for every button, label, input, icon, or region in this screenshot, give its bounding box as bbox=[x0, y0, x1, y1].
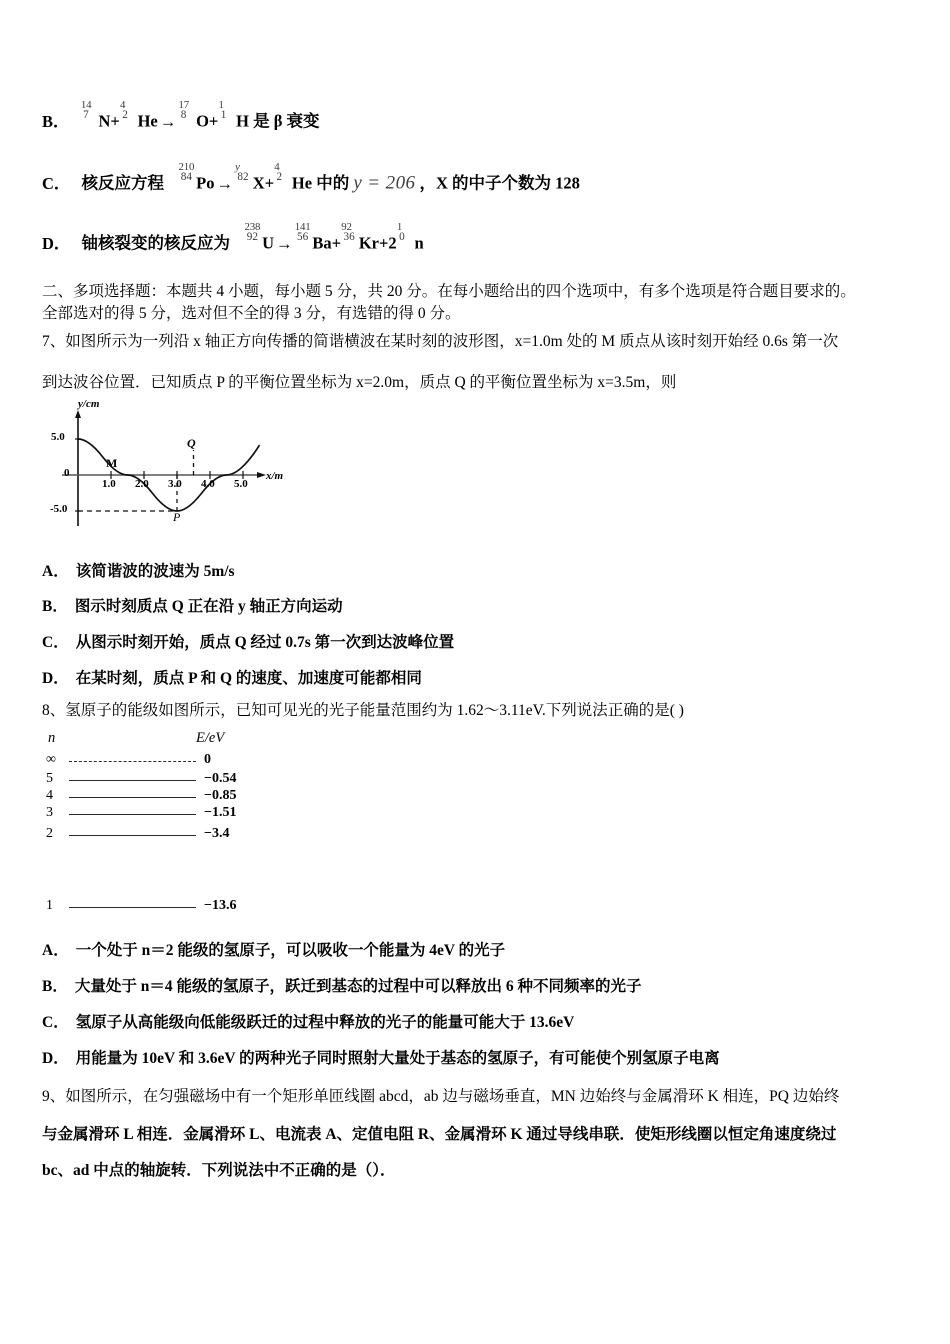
energy-level-n-2: 2 bbox=[46, 826, 53, 841]
energy-level-line-2 bbox=[69, 835, 196, 836]
question-9-stem-line2: 与金属滑环 L 相连．金属滑环 L、电流表 A、定值电阻 R、金属滑环 K 通过导线串联．使矩形线圈以恒定角速度绕过 bbox=[42, 1126, 837, 1143]
energy-level-value-5: −0.54 bbox=[204, 771, 237, 786]
question-8-ground-level bbox=[46, 898, 261, 924]
energy-level-row-3 bbox=[46, 805, 261, 823]
nuclide-ba141: 141 56 Ba bbox=[294, 220, 332, 253]
wave-point-label-m: M bbox=[106, 456, 118, 470]
energy-level-line-4 bbox=[69, 797, 196, 798]
nuclide-o17: 17 8 O bbox=[178, 98, 209, 131]
nuclide-po210: 210 84 Po bbox=[178, 160, 215, 193]
option-b-text: 图示时刻质点 Q 正在沿 y 轴正方向运动 bbox=[74, 598, 343, 615]
question-8-energy-level-figure bbox=[46, 730, 261, 840]
energy-level-n-3: 3 bbox=[46, 805, 53, 820]
energy-level-line-1 bbox=[69, 907, 196, 908]
energy-level-row-4 bbox=[46, 788, 261, 806]
nuclide-n1: 1 0 n bbox=[396, 220, 424, 253]
energy-level-n-1: 1 bbox=[46, 898, 53, 913]
nuclide-h1: 1 1 H bbox=[218, 98, 249, 131]
energy-level-value-2: −3.4 bbox=[204, 826, 230, 841]
option-c-text: 氢原子从高能级向低能级跃迁的过程中释放的光子的能量可能大于 13.6eV bbox=[75, 1014, 575, 1031]
option-a-text: 一个处于 n＝2 能级的氢原子，可以吸收一个能量为 4eV 的光子 bbox=[75, 942, 506, 959]
option-d-fission-equation: D． 铀核裂变的核反应为 238 92 U → 141 56 Ba+ 92 36 Kr+2 1 0 n bbox=[42, 220, 424, 253]
question-8-option-b bbox=[42, 974, 641, 996]
energy-level-n-infinity: ∞ bbox=[46, 752, 56, 767]
wave-y-tick-label-neg5: -5.0 bbox=[50, 503, 68, 515]
wave-x-tick-label-4: 4.0 bbox=[201, 478, 215, 490]
reaction-arrow-icon: → bbox=[276, 233, 293, 253]
energy-level-row-5 bbox=[46, 771, 261, 789]
question-7-option-c bbox=[42, 630, 454, 652]
energy-level-row-infinity bbox=[46, 752, 261, 770]
section-two-heading bbox=[42, 281, 922, 326]
question-8-option-d bbox=[42, 1046, 720, 1068]
question-7-option-d bbox=[42, 666, 422, 688]
option-b-tail: 是 β 衰变 bbox=[253, 111, 320, 131]
option-d-label: D． bbox=[42, 233, 71, 253]
option-a-text: 该简谐波的波速为 5m/s bbox=[75, 563, 235, 580]
x-axis-arrow-icon bbox=[257, 472, 266, 478]
wave-x-tick-label-3: 3.0 bbox=[168, 478, 182, 490]
option-d-lead: 铀核裂变的核反应为 bbox=[81, 233, 231, 253]
question-8-stem: 8、氢原子的能级如图所示，已知可见光的光子能量范围约为 1.62～3.11eV.下列说法正确的是( ) bbox=[42, 702, 684, 719]
nuclide-he4: 4 2 He bbox=[119, 98, 158, 131]
option-c-text: 从图示时刻开始，质点 Q 经过 0.7s 第一次到达波峰位置 bbox=[75, 634, 455, 651]
nuclide-x: y 82 X bbox=[235, 160, 265, 193]
nuclide-n14: 14 7 N bbox=[80, 98, 111, 131]
question-8-option-a bbox=[42, 938, 505, 960]
question-9-stem-line3: bc、ad 中点的轴旋转．下列说法中不正确的是（）． bbox=[42, 1162, 396, 1179]
option-b-nuclear-decay: B． 14 7 N+ 4 2 He → 17 8 O+ 1 1 H 是 β 衰变 bbox=[42, 98, 320, 131]
option-b-label: B． bbox=[42, 978, 68, 995]
reaction-arrow-icon: → bbox=[216, 173, 233, 193]
wave-x-tick-label-5: 5.0 bbox=[234, 478, 248, 490]
option-c-label: C． bbox=[42, 173, 71, 193]
option-c-lead: 核反应方程 bbox=[81, 173, 165, 193]
energy-level-row-2 bbox=[46, 826, 261, 844]
question-7-option-b bbox=[42, 594, 343, 616]
y-axis-arrow-icon bbox=[75, 410, 81, 418]
option-b-label: B． bbox=[42, 111, 70, 131]
energy-level-n-5: 5 bbox=[46, 771, 53, 786]
wave-point-label-q: Q bbox=[187, 436, 196, 450]
option-c-math-expression: y = 206 bbox=[353, 172, 416, 194]
wave-x-tick-label-1: 1.0 bbox=[102, 478, 116, 490]
question-7-waveform-figure bbox=[48, 398, 298, 536]
nuclide-he4: 4 2 He bbox=[274, 160, 313, 193]
option-a-label: A． bbox=[42, 942, 69, 959]
energy-level-value-4: −0.85 bbox=[204, 788, 237, 803]
question-7-stem-line1: 7、如图所示为一列沿 x 轴正方向传播的简谐横波在某时刻的波形图，x=1.0m 处的 M 质点从该时刻开始经 0.6s 第一次 bbox=[42, 333, 839, 350]
energy-level-value-1: −13.6 bbox=[204, 898, 237, 913]
question-7-stem-line2: 到达波谷位置．已知质点 P 的平衡位置坐标为 x=2.0m，质点 Q 的平衡位置坐标为 x=3.5m，则 bbox=[42, 374, 677, 391]
option-b-text: 大量处于 n＝4 能级的氢原子，跃迁到基态的过程中可以释放出 6 种不同频率的光子 bbox=[74, 978, 642, 995]
energy-figure-header-n: n bbox=[48, 730, 56, 746]
option-d-label: D． bbox=[42, 1050, 69, 1067]
question-7-option-a bbox=[42, 559, 235, 581]
option-d-text: 在某时刻，质点 P 和 Q 的速度、加速度可能都相同 bbox=[75, 670, 422, 687]
nuclide-kr92: 92 36 Kr bbox=[341, 220, 379, 253]
wave-x-axis-label: x/m bbox=[266, 470, 284, 482]
energy-level-line-3 bbox=[69, 814, 196, 815]
nuclide-u238: 238 92 U bbox=[244, 220, 275, 253]
option-c-label: C． bbox=[42, 634, 69, 651]
energy-figure-header-e: E/eV bbox=[196, 730, 225, 746]
option-d-text: 用能量为 10eV 和 3.6eV 的两种光子同时照射大量处于基态的氢原子，有可能使个别氢原子电离 bbox=[75, 1050, 720, 1067]
neutron-coefficient: 2 bbox=[388, 233, 397, 253]
option-b-label: B． bbox=[42, 598, 68, 615]
energy-level-line-5 bbox=[69, 780, 196, 781]
energy-level-n-4: 4 bbox=[46, 788, 53, 803]
energy-level-line-infinity bbox=[69, 761, 196, 762]
option-c-label: C． bbox=[42, 1014, 69, 1031]
wave-point-label-p: P bbox=[173, 510, 181, 524]
reaction-arrow-icon: → bbox=[159, 111, 177, 131]
wave-y-tick-label-pos5: 5.0 bbox=[51, 431, 65, 443]
option-c-tail: ，X 的中子个数为 128 bbox=[419, 173, 580, 193]
question-9-stem-line1: 9、如图所示，在匀强磁场中有一个矩形单匝线圈 abcd，ab 边与磁场垂直，MN 边始终与金属滑环 K 相连，PQ 边始终 bbox=[42, 1088, 840, 1105]
option-d-label: D． bbox=[42, 670, 69, 687]
wave-x-tick-label-2: 2.0 bbox=[135, 478, 149, 490]
question-8-option-c bbox=[42, 1010, 574, 1032]
wave-y-axis-label: y/cm bbox=[78, 398, 100, 410]
option-c-nuclear-equation: C． 核反应方程 210 84 Po → y 82 X+ 4 2 He 中的 y = 206 ，X 的中子个数为 128 bbox=[42, 160, 580, 194]
section-two-heading-line2: 全部选对的得 5 分，选对但不全的得 3 分，有选错的得 0 分。 bbox=[42, 305, 461, 323]
wave-y-tick-label-zero: 0 bbox=[64, 467, 70, 479]
section-two-heading-line1: 二、多项选择题：本题共 4 小题，每小题 5 分，共 20 分。在每小题给出的四个选项中，有多个选项是符合题目要求的。 bbox=[42, 283, 856, 300]
energy-level-row-1 bbox=[46, 898, 261, 916]
option-a-label: A． bbox=[42, 563, 69, 580]
energy-level-value-3: −1.51 bbox=[204, 805, 237, 820]
option-c-mid: 中的 bbox=[316, 173, 350, 193]
energy-level-value-infinity: 0 bbox=[204, 752, 211, 767]
